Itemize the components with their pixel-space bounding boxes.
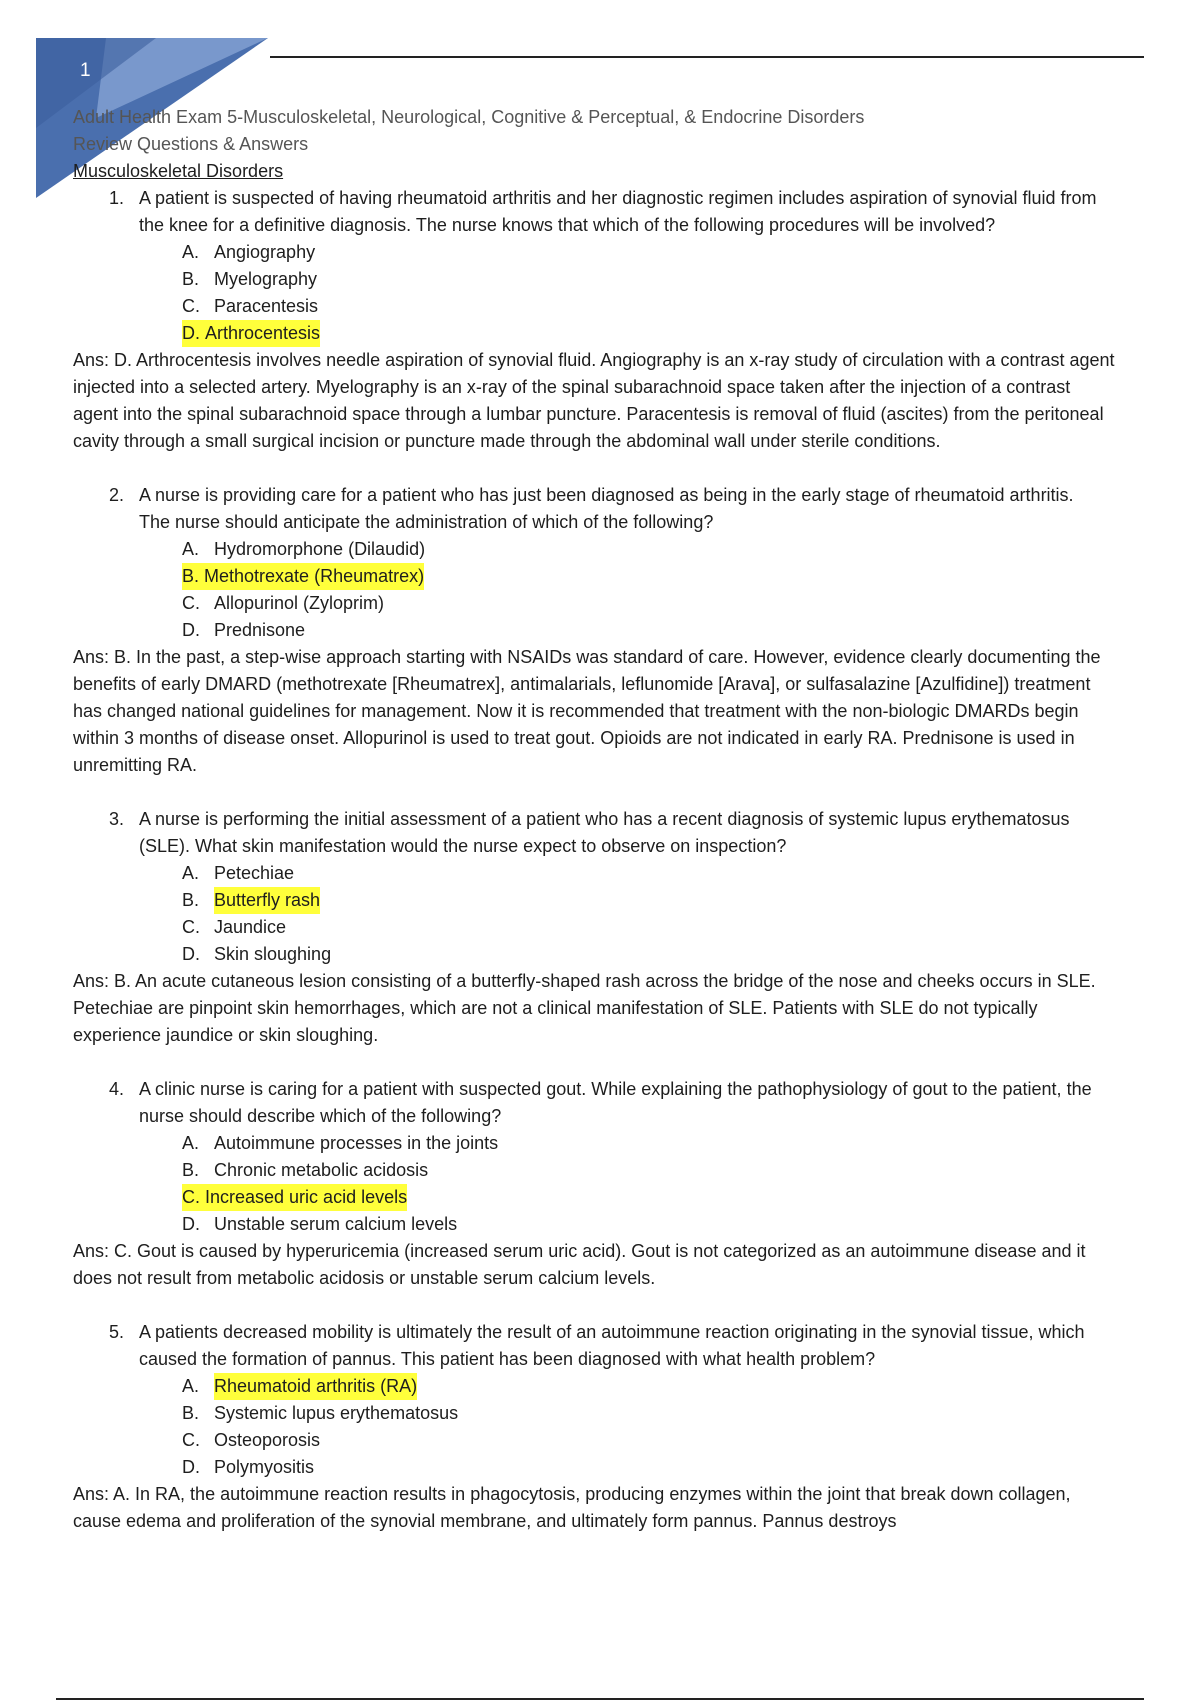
option-letter: A. [182, 1376, 200, 1396]
option-b [73, 1157, 1120, 1184]
answer-explanation: Ans: D. Arthrocentesis involves needle aspiration of synovial fluid. Angiography is an x-ray study of circulation with a contrast agent injected into a selected artery. Myelography is an x-ray of the spinal subarachnoid space taken after the injection of a contrast agent into the spinal subarachnoid space through a lumbar puncture. Paracentesis is removal of fluid (ascites) from the peritoneal cavity through a small surgical incision or puncture made through the abdominal wall under sterile conditions. [73, 350, 1115, 451]
option-letter: D. [182, 944, 200, 964]
option-text: Autoimmune processes in the joints [214, 1133, 499, 1153]
option-b-correct [73, 887, 1120, 914]
option-text: Polymyositis [214, 1457, 315, 1477]
question-number: 4. [109, 1079, 125, 1099]
question-number: 5. [109, 1322, 125, 1342]
option-a [73, 1130, 1120, 1157]
option-d [73, 617, 1120, 644]
document-title: Adult Health Exam 5-Musculoskeletal, Neurological, Cognitive & Perceptual, & Endocrine Disorders [73, 107, 865, 127]
option-a [73, 536, 1120, 563]
option-letter: C. [182, 296, 200, 316]
question-number: 1. [109, 188, 125, 208]
option-letter: C. [182, 593, 200, 613]
option-c [73, 1427, 1120, 1454]
option-text: Chronic metabolic acidosis [214, 1160, 429, 1180]
option-text: Prednisone [214, 620, 306, 640]
option-text: Myelography [214, 269, 318, 289]
answer-explanation: Ans: B. An acute cutaneous lesion consisting of a butterfly-shaped rash across the bridge of the nose and cheeks occurs in SLE. Petechiae are pinpoint skin hemorrhages, which are not a clinical manifestation of SLE. Patients with SLE do not typically experience jaundice or skin sloughing. [73, 971, 1096, 1045]
question-number: 2. [109, 485, 125, 505]
option-a [73, 239, 1120, 266]
option-a-correct [73, 1373, 1120, 1400]
option-text: Systemic lupus erythematosus [214, 1403, 459, 1423]
question-2 [73, 482, 1120, 779]
option-letter: A. [182, 242, 200, 262]
question-number: 3. [109, 809, 125, 829]
header-rule [270, 56, 1144, 58]
answer-explanation: Ans: B. In the past, a step-wise approach starting with NSAIDs was standard of care. However, evidence clearly documenting the benefits of early DMARD (methotrexate [Rheumatrex], antimalarials, leflunomide [Arava], or sulfasalazine [Azulfidine]) treatment has changed national guidelines for management. Now it is recommended that treatment with the non-biologic DMARDs begin within 3 months of disease onset. Allopurinol is used to treat gout. Opioids are not indicated in early RA. Prednisone is used in unremitting RA. [73, 647, 1101, 775]
question-stem [73, 482, 1120, 536]
option-c-correct [73, 1184, 1120, 1211]
option-text: Increased uric acid levels [205, 1184, 407, 1211]
option-letter: C. [182, 1430, 200, 1450]
option-letter: B. [182, 269, 200, 289]
option-d-correct [73, 320, 1120, 347]
option-letter: C. [182, 917, 200, 937]
option-letter: A. [182, 1133, 200, 1153]
option-d [73, 1211, 1120, 1238]
question-stem [73, 1076, 1120, 1130]
option-letter: A. [182, 863, 200, 883]
document-body [73, 104, 1120, 1562]
document-subtitle: Review Questions & Answers [73, 134, 309, 154]
question-5 [73, 1319, 1120, 1535]
question-stem [73, 185, 1120, 239]
option-text: Butterfly rash [214, 887, 320, 914]
section-title: Musculoskeletal Disorders [73, 161, 284, 181]
option-text: Methotrexate (Rheumatrex) [204, 563, 424, 590]
option-text: Allopurinol (Zyloprim) [214, 593, 385, 613]
option-text: Petechiae [214, 863, 295, 883]
option-letter: B. [182, 1403, 200, 1423]
answer-explanation: Ans: A. In RA, the autoimmune reaction results in phagocytosis, producing enzymes within the joint that break down collagen, cause edema and proliferation of the synovial membrane, and ultimately form pannus. Pannus destroys [73, 1484, 1071, 1531]
option-c [73, 590, 1120, 617]
option-letter: B. [182, 563, 204, 590]
question-stem [73, 806, 1120, 860]
option-letter: A. [182, 539, 200, 559]
option-letter: D. [182, 320, 205, 347]
option-letter: C. [182, 1184, 205, 1211]
question-3 [73, 806, 1120, 1049]
question-text: A clinic nurse is caring for a patient with suspected gout. While explaining the pathophysiology of gout to the patient, the nurse should describe which of the following? [139, 1079, 1092, 1126]
option-b-correct [73, 563, 1120, 590]
option-letter: B. [182, 890, 200, 910]
option-text: Arthrocentesis [205, 320, 320, 347]
option-b [73, 1400, 1120, 1427]
option-a [73, 860, 1120, 887]
option-letter: D. [182, 620, 200, 640]
option-text: Osteoporosis [214, 1430, 321, 1450]
question-text: A patient is suspected of having rheumatoid arthritis and her diagnostic regimen includes aspiration of synovial fluid from the knee for a definitive diagnosis. The nurse knows that which of the following procedures will be involved? [139, 188, 1097, 235]
option-letter: D. [182, 1457, 200, 1477]
question-text: A nurse is providing care for a patient who has just been diagnosed as being in the early stage of rheumatoid arthritis. The nurse should anticipate the administration of which of the following? [139, 485, 1074, 532]
option-text: Skin sloughing [214, 944, 332, 964]
question-1 [73, 185, 1120, 455]
page-number: 1 [80, 60, 91, 81]
option-text: Angiography [214, 242, 316, 262]
option-d [73, 1454, 1120, 1481]
option-c [73, 914, 1120, 941]
answer-explanation: Ans: C. Gout is caused by hyperuricemia (increased serum uric acid). Gout is not categorized as an autoimmune disease and it does not result from metabolic acidosis or unstable serum calcium levels. [73, 1241, 1086, 1288]
option-text: Hydromorphone (Dilaudid) [214, 539, 426, 559]
question-stem [73, 1319, 1120, 1373]
option-text: Unstable serum calcium levels [214, 1214, 458, 1234]
question-text: A nurse is performing the initial assessment of a patient who has a recent diagnosis of systemic lupus erythematosus (SLE). What skin manifestation would the nurse expect to observe on inspection? [139, 809, 1070, 856]
question-4 [73, 1076, 1120, 1292]
option-c [73, 293, 1120, 320]
option-letter: D. [182, 1214, 200, 1234]
option-text: Rheumatoid arthritis (RA) [214, 1373, 417, 1400]
option-d [73, 941, 1120, 968]
option-text: Paracentesis [214, 296, 319, 316]
question-text: A patients decreased mobility is ultimately the result of an autoimmune reaction originating in the synovial tissue, which caused the formation of pannus. This patient has been diagnosed with what health problem? [139, 1322, 1085, 1369]
option-b [73, 266, 1120, 293]
option-letter: B. [182, 1160, 200, 1180]
option-text: Jaundice [214, 917, 287, 937]
